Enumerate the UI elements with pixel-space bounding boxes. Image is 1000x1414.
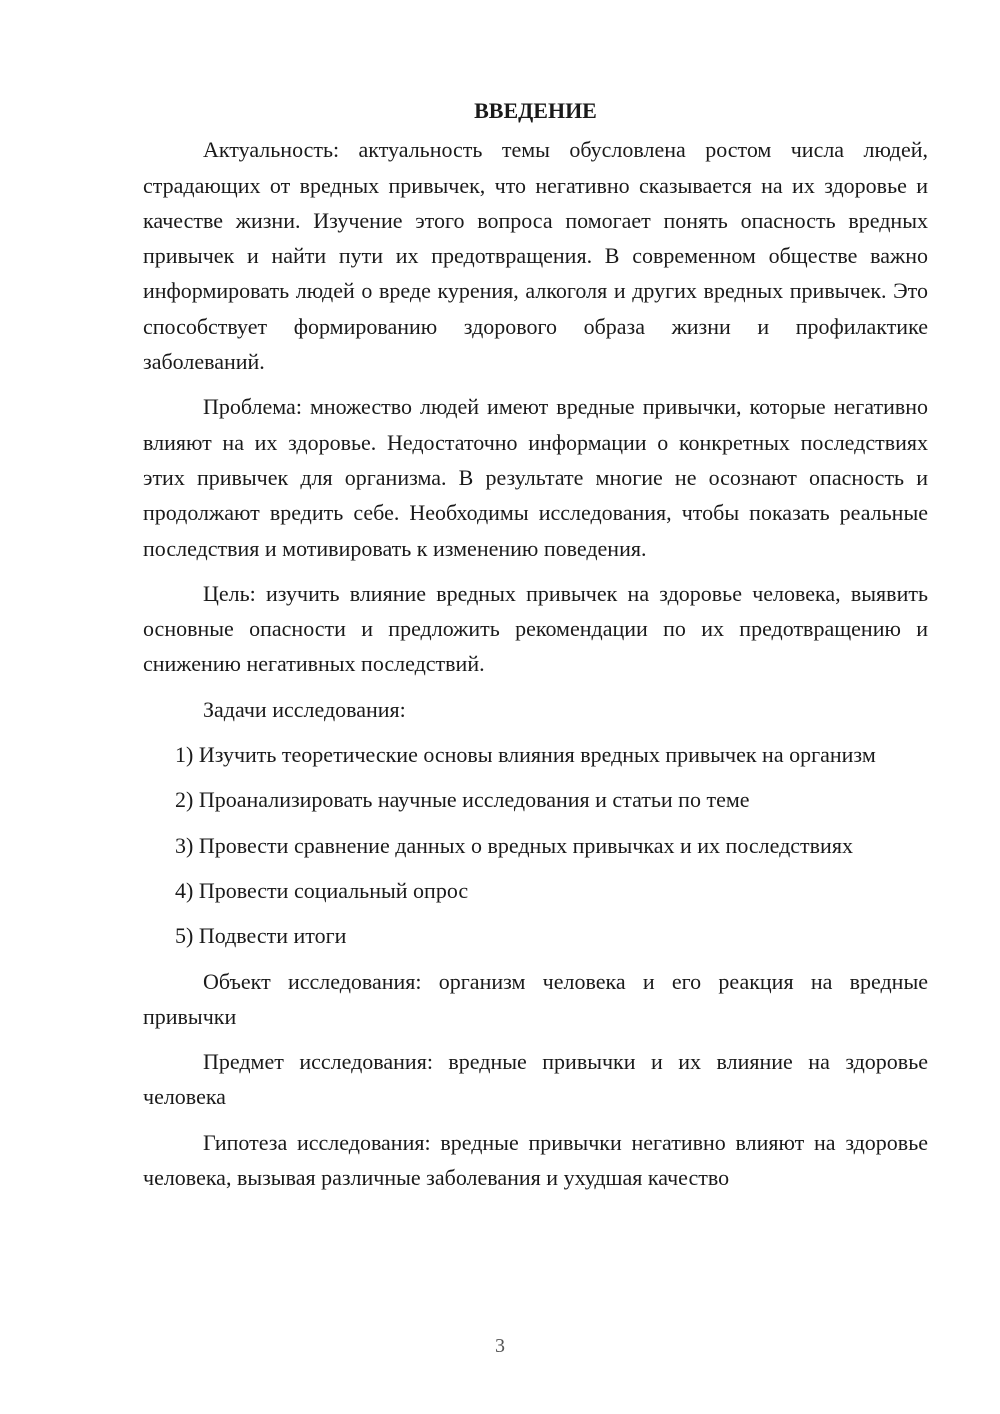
page-number: 3 bbox=[495, 1335, 505, 1357]
paragraph-relevance: Актуальность: актуальность темы обусловлена ростом числа людей, страдающих от вредных привычек, что негативно сказывается на их здоровье и качестве жизни. Изучение этого вопроса помогает понять опасность вредных привычек и найти пути их предотвращения. В современном обществе важно информировать людей о вреде курения, алкоголя и других вредных привычек. Это способствует формированию здорового образа жизни и профилактике заболеваний. bbox=[143, 137, 928, 375]
paragraph-subject: Предмет исследования: вредные привычки и их влияние на здоровье человека bbox=[143, 1049, 928, 1110]
page-content bbox=[143, 93, 928, 1205]
task-item-2: 2) Проанализировать научные исследования и статьи по теме bbox=[175, 787, 750, 813]
task-item-5: 5) Подвести итоги bbox=[175, 923, 347, 949]
task-item-3: 3) Провести сравнение данных о вредных привычках и их последствиях bbox=[175, 832, 853, 858]
task-item-1: 1) Изучить теоретические основы влияния вредных привычек на организм bbox=[175, 742, 876, 768]
task-item-4: 4) Провести социальный опрос bbox=[175, 877, 469, 903]
paragraph-object: Объект исследования: организм человека и его реакция на вредные привычки bbox=[143, 968, 928, 1029]
tasks-heading: Задачи исследования: bbox=[203, 696, 406, 722]
paragraph-goal: Цель: изучить влияние вредных привычек на здоровье человека, выявить основные опасности и предложить рекомендации по их предотвращению и снижению негативных последствий. bbox=[143, 580, 928, 677]
paragraph-problem: Проблема: множество людей имеют вредные привычки, которые негативно влияют на их здоровье. Недостаточно информации о конкретных последствиях этих привычек для организма. В результате многие не осознают опасность и продолжают вредить себе. Необходимы исследования, чтобы показать реальные последствия и мотивировать к изменению поведения. bbox=[143, 394, 928, 561]
page-title: ВВЕДЕНИЕ bbox=[474, 98, 597, 123]
paragraph-hypothesis: Гипотеза исследования: вредные привычки негативно влияют на здоровье человека, вызывая различные заболевания и ухудшая качество bbox=[143, 1129, 928, 1191]
